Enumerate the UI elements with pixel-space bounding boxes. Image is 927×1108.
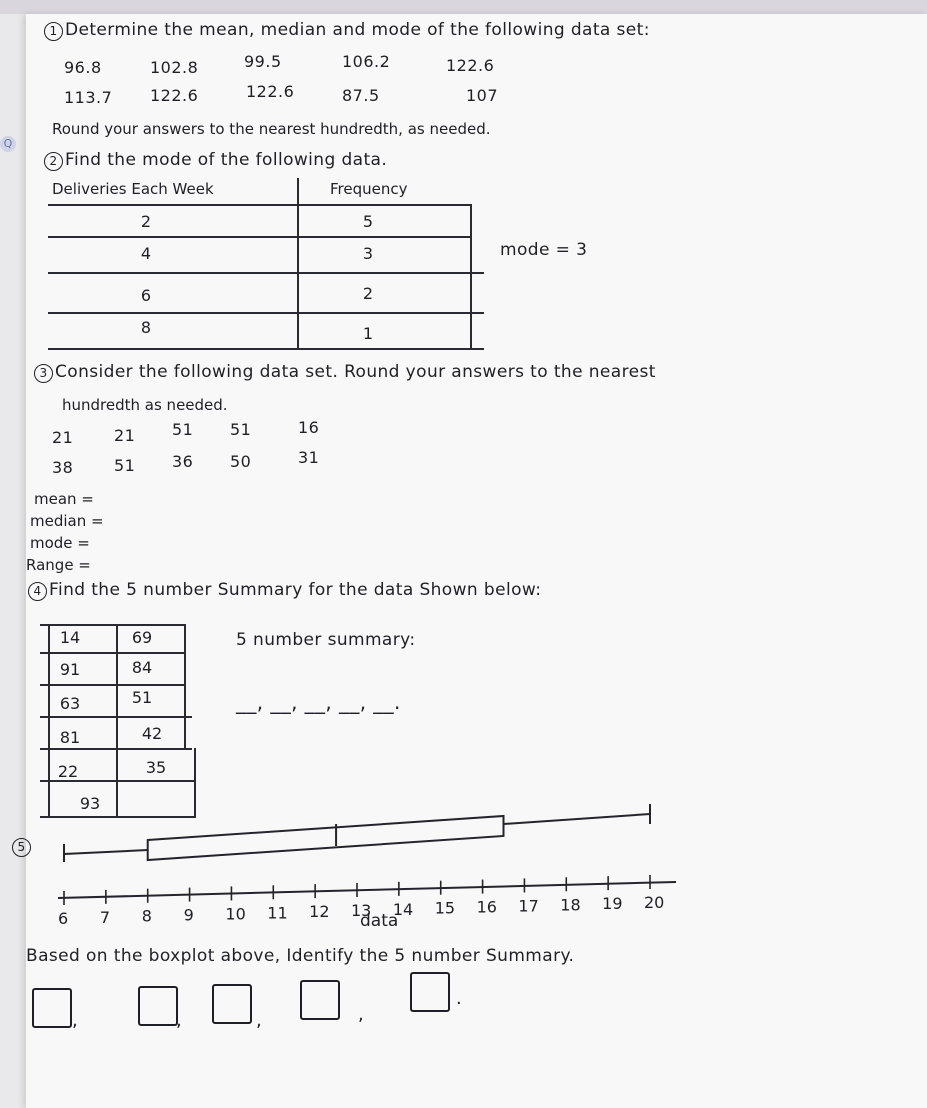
tick-label: 7 xyxy=(99,907,111,927)
q5-question: Based on the boxplot above, Identify the 5 number Summary. xyxy=(26,946,575,966)
q4-cell: 69 xyxy=(131,628,153,647)
q2-col2-header: Frequency xyxy=(330,180,408,198)
q3-range-label: Range = xyxy=(26,556,91,574)
q4-cell: 35 xyxy=(145,758,167,777)
q3-value: 50 xyxy=(230,452,252,471)
q1-value: 107 xyxy=(466,86,499,105)
boxplot-layer xyxy=(64,804,650,862)
q4-cell: 81 xyxy=(59,728,81,747)
q1-instruction: Round your answers to the nearest hundredth, as needed. xyxy=(52,120,491,138)
q2-cell: 4 xyxy=(140,244,152,263)
q4-answer-blanks: __, __, __, __, __. xyxy=(236,690,401,714)
box-iqr xyxy=(148,816,504,860)
tick-label: 12 xyxy=(309,902,330,922)
answer-box[interactable] xyxy=(32,988,72,1028)
tick-label: 19 xyxy=(602,894,623,914)
q2-answer: mode = 3 xyxy=(500,240,588,260)
q2-cell: 6 xyxy=(140,286,152,305)
tick-label: 6 xyxy=(58,909,69,928)
q2-col1-header: Deliveries Each Week xyxy=(52,180,214,198)
q3-text-cont: hundredth as needed. xyxy=(62,396,228,414)
comma-separator: , xyxy=(256,1010,262,1031)
q3-value: 51 xyxy=(172,420,194,439)
q4-cell: 14 xyxy=(59,628,81,647)
whisker-right xyxy=(504,814,651,824)
q3-value: 31 xyxy=(298,448,320,467)
whisker-left xyxy=(64,850,148,854)
tick-label: 18 xyxy=(560,895,581,915)
q5-number: 5 xyxy=(12,838,31,857)
q4-cell: 51 xyxy=(131,688,153,707)
q2-cell: 8 xyxy=(140,318,152,337)
tick-label: 17 xyxy=(518,896,539,916)
q2-cell: 3 xyxy=(362,244,374,263)
q2-cell: 2 xyxy=(140,212,152,231)
q3-number: 3 xyxy=(34,364,53,383)
comma-separator: , xyxy=(176,1010,182,1031)
q4-cell: 93 xyxy=(79,794,101,813)
tick-label: 13 xyxy=(351,901,372,920)
q2-cell: 2 xyxy=(362,284,374,303)
side-tab-icon: Q xyxy=(0,136,16,152)
q1-text: Determine the mean, median and mode of the following data set: xyxy=(65,20,650,40)
q1-value: 102.8 xyxy=(150,58,199,77)
q3-mode-label: mode = xyxy=(30,534,90,552)
q3-value: 36 xyxy=(172,452,194,471)
q3-mean-label: mean = xyxy=(34,490,94,508)
answer-box[interactable] xyxy=(138,986,178,1026)
q1-number: 1 xyxy=(44,22,63,41)
q2-cell: 5 xyxy=(362,212,374,231)
q1-value: 99.5 xyxy=(244,52,282,71)
q1-value: 96.8 xyxy=(64,58,102,77)
q2-number: 2 xyxy=(44,152,63,171)
q4-cell: 84 xyxy=(131,658,153,677)
q3-value: 16 xyxy=(298,418,320,437)
q4-cell: 91 xyxy=(59,660,81,679)
tick-label: 20 xyxy=(644,893,665,912)
q1-value: 122.6 xyxy=(150,86,199,105)
comma-separator: , xyxy=(72,1010,78,1031)
q4-cell: 63 xyxy=(59,694,81,713)
q1-value: 113.7 xyxy=(64,88,113,107)
q2-text: Find the mode of the following data. xyxy=(65,150,388,170)
q4-cell: 42 xyxy=(141,724,163,743)
tick-label: 16 xyxy=(476,897,497,917)
tick-label: 15 xyxy=(434,898,456,918)
answer-box[interactable] xyxy=(212,984,252,1024)
q2-cell: 1 xyxy=(362,324,374,343)
q4-number: 4 xyxy=(28,582,47,601)
tick-label: 10 xyxy=(225,904,246,924)
tick-label: 9 xyxy=(183,905,194,925)
tick-label: 11 xyxy=(267,903,288,923)
q3-value: 38 xyxy=(52,458,74,477)
q3-median-label: median = xyxy=(30,512,104,530)
answer-box[interactable] xyxy=(300,980,340,1020)
q4-text: Find the 5 number Summary for the data Shown below: xyxy=(49,580,542,600)
answer-box[interactable] xyxy=(410,972,450,1012)
q3-value: 21 xyxy=(52,428,74,447)
tick-label: 8 xyxy=(141,906,152,926)
tick-label: 14 xyxy=(392,899,414,919)
q3-text: Consider the following data set. Round your answers to the nearest xyxy=(55,362,656,382)
comma-separator: . xyxy=(456,988,462,1009)
q3-value: 21 xyxy=(114,426,136,445)
axis-line xyxy=(58,882,676,898)
q4-cell: 22 xyxy=(57,762,79,781)
q1-value: 87.5 xyxy=(342,86,380,105)
comma-separator: , xyxy=(358,1004,364,1025)
q1-value: 106.2 xyxy=(342,52,391,71)
q3-value: 51 xyxy=(114,456,136,475)
axis-label: data xyxy=(360,911,399,931)
q1-value: 122.6 xyxy=(246,82,295,101)
q4-summary-label: 5 number summary: xyxy=(236,630,416,650)
q1-value: 122.6 xyxy=(446,56,495,75)
q3-value: 51 xyxy=(230,420,252,439)
